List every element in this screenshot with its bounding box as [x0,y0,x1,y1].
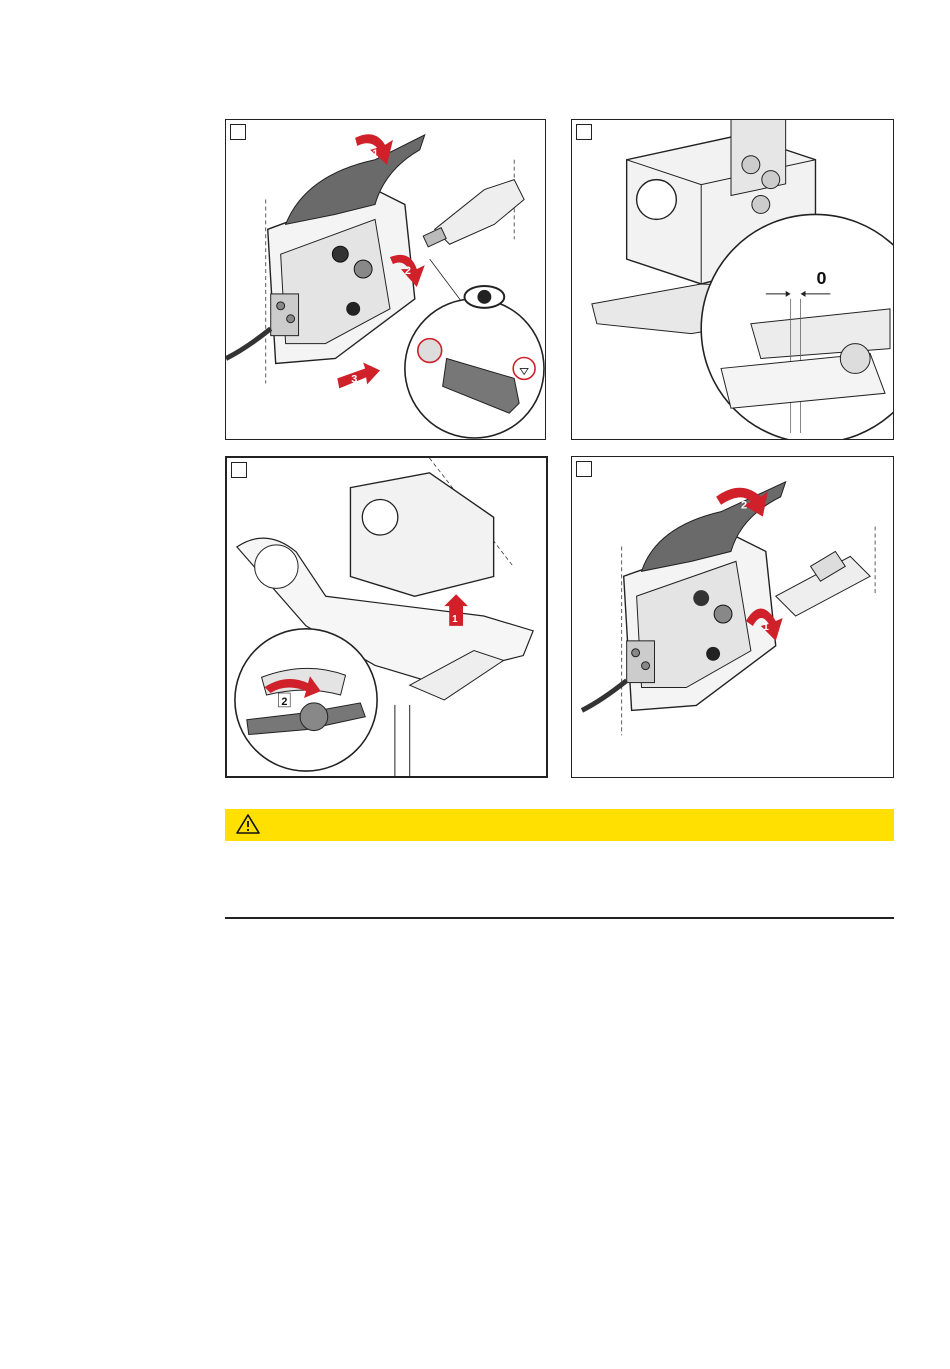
eye-icon [465,286,505,308]
warning-bar [225,809,894,841]
warning-triangle-icon [235,813,261,835]
step-checkbox-1 [230,124,246,140]
illustration-open-feeder-insert-torch [226,120,545,439]
figure-panel-3 [225,456,548,778]
callout-2: 2 [404,265,411,278]
callout-1: 1 [372,147,379,160]
illustration-check-alignment-gap [572,120,893,439]
figure-panel-1 [225,119,546,440]
figure-panel-2 [571,119,894,440]
callout-3: 3 [351,373,358,386]
section-divider [225,917,894,919]
callout-1: 1 [762,620,769,633]
step-checkbox-4 [576,461,592,477]
figure-panel-4 [571,456,894,778]
step-checkbox-3 [231,462,247,478]
callout-2: 2 [281,695,288,708]
illustration-close-feeder [572,457,893,777]
callout-2: 2 [740,499,748,512]
illustration-tighten-mounting-screw [227,458,546,776]
step-checkbox-2 [576,124,592,140]
gap-dimension-label: 0 [816,267,827,288]
callout-1: 1 [452,613,458,625]
